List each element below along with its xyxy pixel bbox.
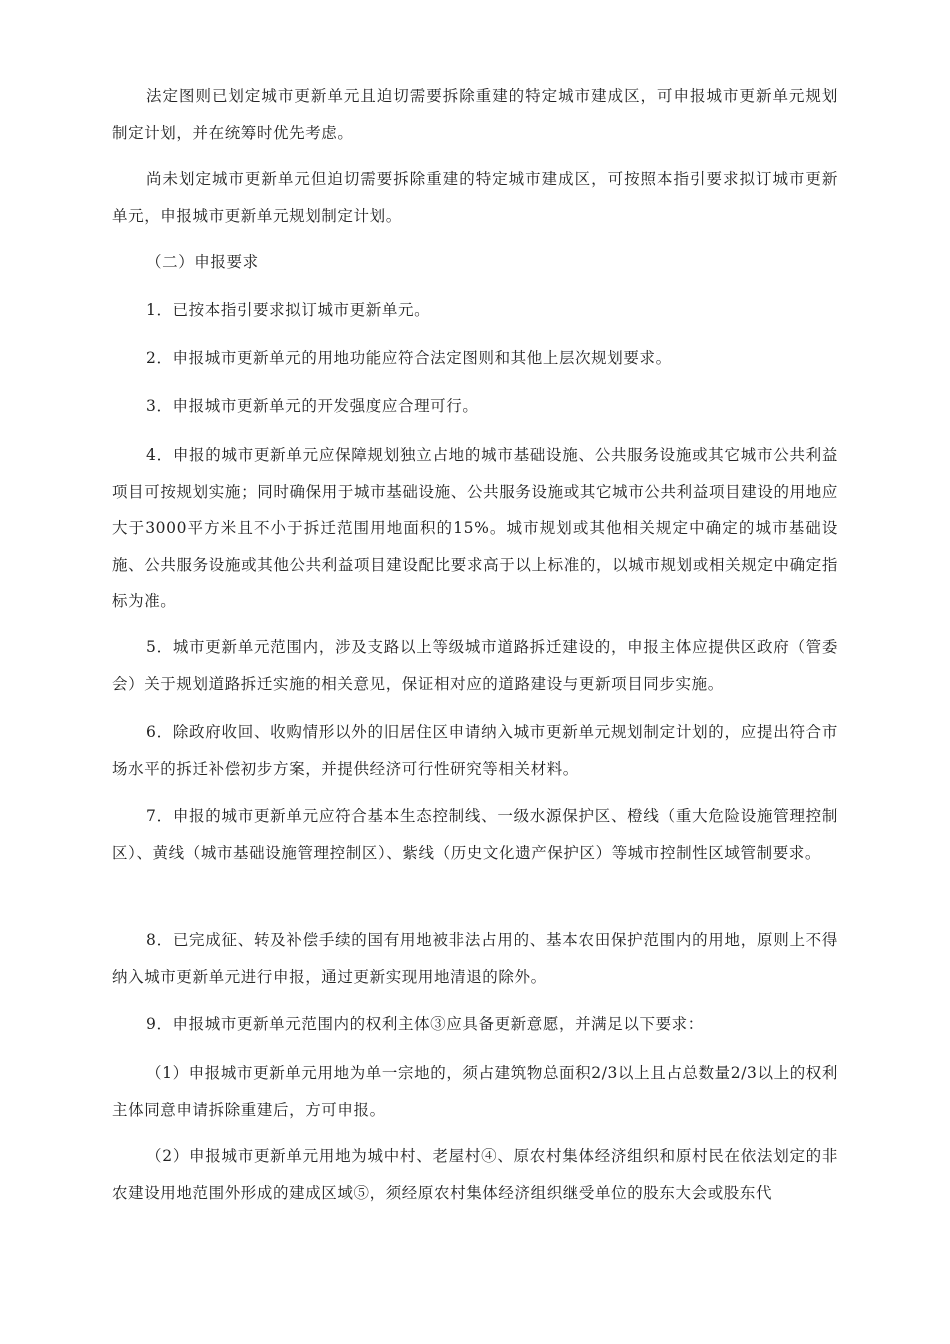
sub-item-1: （1）申报城市更新单元用地为单一宗地的，须占建筑物总面积2/3以上且占总数量2/3以上的权利主体同意申请拆除重建后，方可申报。 [112,1064,838,1119]
list-item-7: 7．申报的城市更新单元应符合基本生态控制线、一级水源保护区、橙线（重大危险设施管理控制区）、黄线（城市基础设施管理控制区）、紫线（历史文化遗产保护区）等城市控制性区域管制要求。 [112,807,838,862]
list-item-4: 4．申报的城市更新单元应保障规划独立占地的城市基础设施、公共服务设施或其它城市公共利益项目可按规划实施；同时确保用于城市基础设施、公共服务设施或其它城市公共利益项目建设的用地应大于3000平方米且不小于拆迁范围用地面积的15%。城市规划或其他相关规定中确定的城市基础设施、公共服务设施或其他公共利益项目建设配比要求高于以上标准的，以城市规划或相关规定中确定指标为准。 [112,446,838,610]
list-item-5: 5．城市更新单元范围内，涉及支路以上等级城市道路拆迁建设的，申报主体应提供区政府（管委会）关于规划道路拆迁实施的相关意见，保证相对应的道路建设与更新项目同步实施。 [112,638,838,693]
list-item-9: 9．申报城市更新单元范围内的权利主体③应具备更新意愿，并满足以下要求： [146,1015,704,1033]
paragraph-2: 尚未划定城市更新单元但迫切需要拆除重建的特定城市建成区，可按照本指引要求拟订城市更新单元，申报城市更新单元规划制定计划。 [112,170,838,225]
section-heading: （二）申报要求 [146,253,259,271]
list-item-6: 6．除政府收回、收购情形以外的旧居住区申请纳入城市更新单元规划制定计划的，应提出符合市场水平的拆迁补偿初步方案，并提供经济可行性研究等相关材料。 [112,723,838,778]
list-item-3: 3．申报城市更新单元的开发强度应合理可行。 [146,397,479,415]
paragraph-1: 法定图则已划定城市更新单元且迫切需要拆除重建的特定城市建成区，可申报城市更新单元规划制定计划，并在统筹时优先考虑。 [112,87,838,142]
list-item-8: 8．已完成征、转及补偿手续的国有用地被非法占用的、基本农田保护范围内的用地，原则上不得纳入城市更新单元进行申报，通过更新实现用地清退的除外。 [112,931,838,986]
sub-item-2: （2）申报城市更新单元用地为城中村、老屋村④、原农村集体经济组织和原村民在依法划定的非农建设用地范围外形成的建成区域⑤，须经原农村集体经济组织继受单位的股东大会或股东代 [112,1147,838,1202]
list-item-2: 2．申报城市更新单元的用地功能应符合法定图则和其他上层次规划要求。 [146,349,672,367]
list-item-1: 1．已按本指引要求拟订城市更新单元。 [146,301,431,319]
